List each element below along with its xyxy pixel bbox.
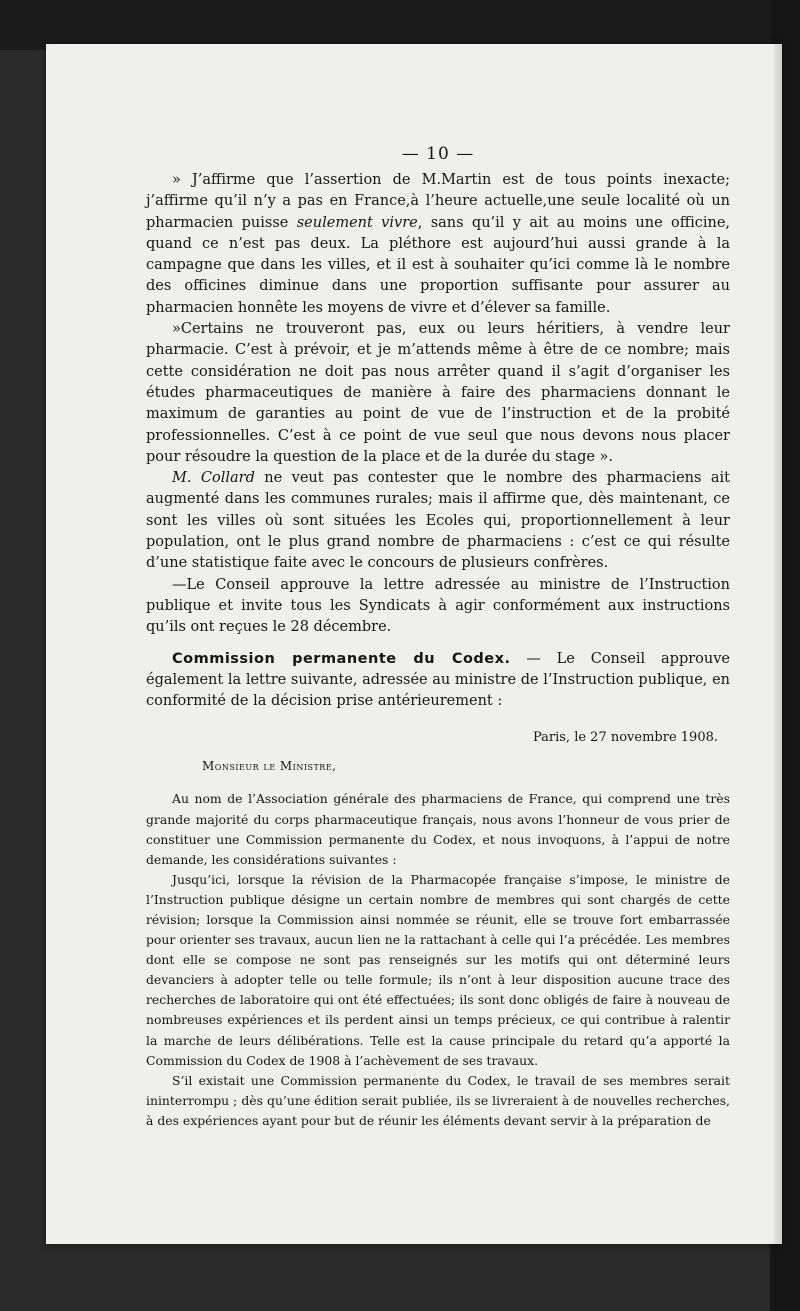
paragraph-affirmation	[146, 170, 730, 319]
scan-backdrop-top	[0, 0, 800, 50]
paragraph-commission-text: — Le Conseil approuve également la lettre suivante, adressée au ministre de l’Instruction publique, en conformité de la décision prise antérieurement :	[146, 650, 730, 710]
emphasis-seulement-vivre: seulement vivre	[296, 214, 418, 231]
page-edge-shadow	[774, 44, 782, 1244]
page-number: — 10 —	[401, 144, 475, 164]
paragraph-certains: »Certains ne trouveront pas, eux ou leurs héritiers, à vendre leur pharmacie. C’est à prévoir, et je m’attends même à être de ce nombre; mais cette considération ne doit pas nous arrêter quand il s’agit d’organiser les études pharmaceutiques de manière à faire des pharmaciens donnant le maximum de garanties au point de vue de l’instruction et de la probité professionnelles. C’est à ce point de vue seul que nous devons nous placer pour résoudre la question de la place et de la durée du stage ».	[146, 321, 730, 465]
paragraph-conseil-approuve: —Le Conseil approuve la lettre adressée au ministre de l’Instruction publique et invite tous les Syndicats à agir conformément aux instructions qu’ils ont reçues le 28 décembre.	[146, 576, 730, 636]
letter-paragraph-3: S’il existait une Commission permanente du Codex, le travail de ses membres serait ininterrompu ; dès qu’une édition serait publiée, ils se livreraient à de nouvelles recherches, à des expériences ayant pour but de réunir les éléments devant servir à la préparation de	[146, 1072, 730, 1128]
paragraph-commission	[146, 649, 730, 713]
letter-salutation: Monsieur le Ministre,	[202, 759, 337, 774]
letter-paragraph-1: Au nom de l’Association générale des pharmaciens de France, qui comprend une très grande majorité du corps pharmaceutique français, nous avons l’honneur de vous prier de constituer une Commission permanente du Codex, et nous invoquons, à l’appui de notre demande, les considérations suivantes :	[146, 791, 730, 867]
letter-paragraph-2: Jusqu’ici, lorsque la révision de la Pharmacopée française s’impose, le ministre de l’Instruction publique désigne un certain nombre de membres qui sont chargés de cette révision; lorsque la Commission ainsi nommée se réunit, elle se trouve fort embarrassée pour orienter ses travaux, aucun lien ne la rattachant à celle qui l’a précédée. Les membres dont elle se compose ne sont pas renseignés sur les motifs qui ont déterminé leurs devanciers à adopter telle ou telle formule; ils n’ont à leur disposition aucune trace des recherches de laboratoire qui ont été effectuées; ils sont donc obligés de faire à nouveau de nombreuses expériences et ils perdent ainsi un temps précieux, ce qui contribue à ralentir la marche de leurs délibérations. Telle est la cause principale du retard qu’a apporté la Commission du Codex de 1908 à l’achèvement de ses travaux.	[146, 871, 730, 1068]
page-content	[146, 144, 730, 1131]
letter-body	[146, 789, 730, 1131]
letter-dateline: Paris, le 27 novembre 1908.	[532, 730, 718, 746]
main-text	[146, 170, 730, 712]
section-heading-commission: Commission permanente du Codex.	[172, 650, 511, 667]
speaker-collard: M. Collard	[172, 470, 255, 487]
paragraph-affirmation-part2: , sans qu’il y ait au moins une officine, quand ce n’est pas deux. La pléthore est aujourd’hui aussi grande à la campagne que dans les villes, et il est à souhaiter qu’ici comme là le nombre des officines diminue dans une proportion suffisante pour assurer au pharmacien honnête les moyens de vivre et d’élever sa famille.	[146, 214, 731, 316]
paragraph-collard-text: ne veut pas contester que le nombre des pharmaciens ait augmenté dans les communes rurales; mais il affirme que, dès maintenant, ce sont les villes où sont situées les Ecoles qui, proportionnellement à leur population, ont le plus grand nombre de pharmaciens : c’est ce qui résulte d’une statistique faite avec le concours de plusieurs confrères.	[146, 470, 730, 572]
document-page	[46, 44, 782, 1244]
paragraph-affirmation-part1: » J’affirme que l’assertion de M.Martin est de tous points inexacte; j’affirme qu’il n’y a pas en France,à l’heure actuelle,une seule localité où un pharmacien puisse	[146, 172, 730, 231]
paragraph-collard	[146, 468, 730, 574]
